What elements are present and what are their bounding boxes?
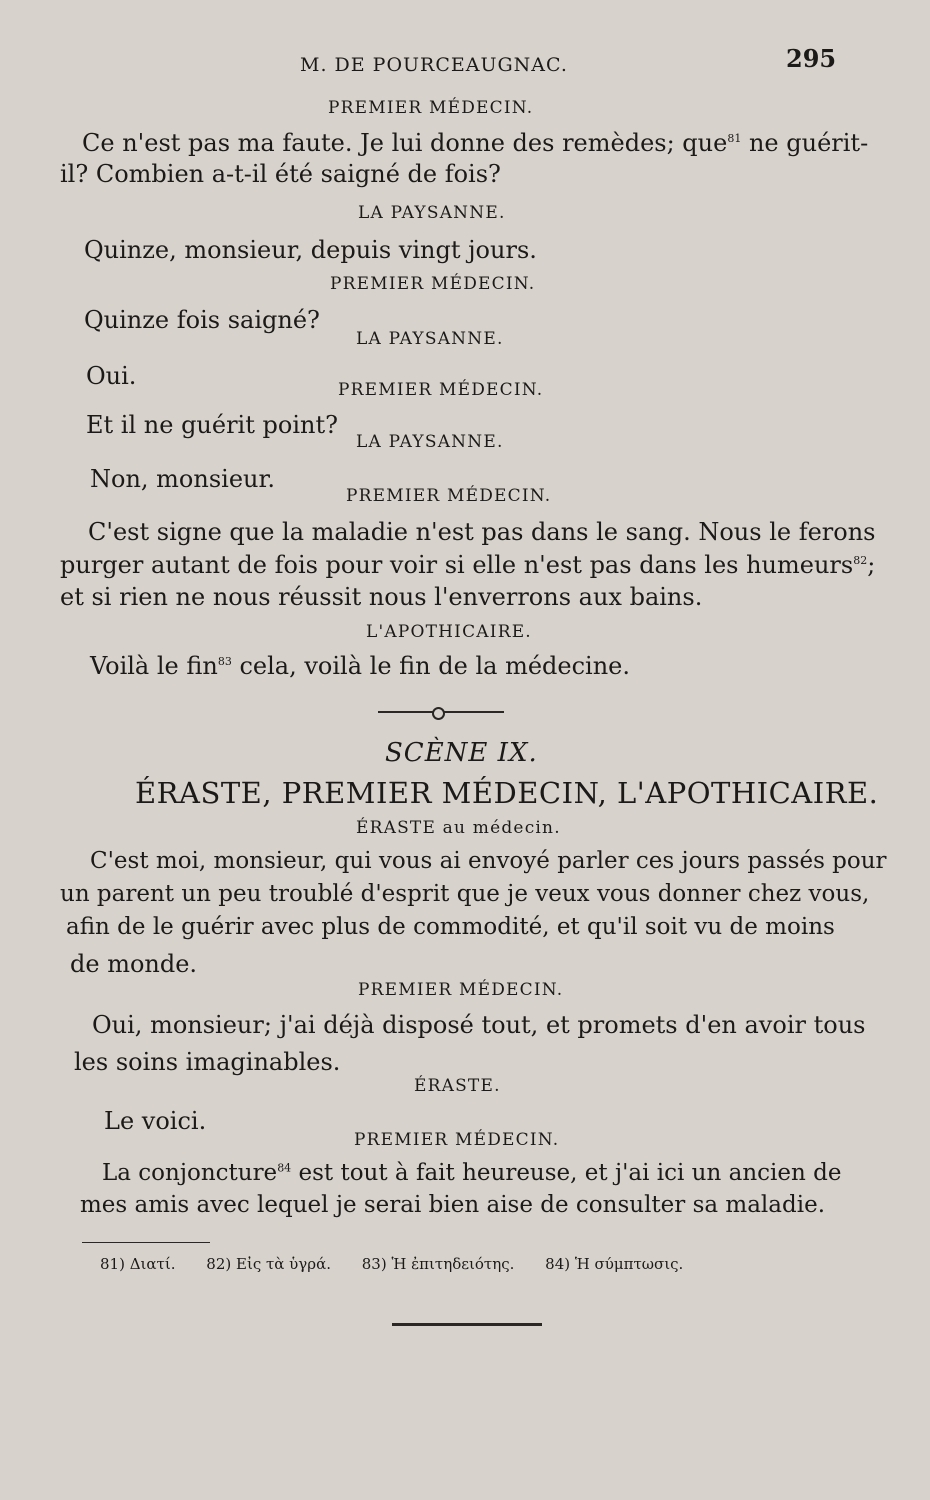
speaker-la-paysanne: LA PAYSANNE. xyxy=(356,432,504,452)
dialogue-line: C'est moi, monsieur, qui vous ai envoyé parler ces jours passés pour xyxy=(90,848,887,874)
dialogue-line: Quinze fois saigné? xyxy=(84,306,320,334)
dialogue-text: Voilà le fin xyxy=(90,652,218,680)
dialogue-line: il? Combien a-t-il été saigné de fois? xyxy=(60,160,501,188)
footnote-ref: 82 xyxy=(853,554,868,567)
scene-cast: ÉRASTE, PREMIER MÉDECIN, L'APOTHICAIRE. xyxy=(135,776,879,810)
footnote-rule xyxy=(82,1242,210,1243)
footnote-ref: 84 xyxy=(277,1161,292,1175)
footnote-81: 81) Διατί. xyxy=(100,1255,176,1273)
footnote-83: 83) Ἡ ἐπιτηδειότης. xyxy=(361,1255,515,1273)
footnotes xyxy=(100,1255,709,1273)
speaker-premier-medecin: PREMIER MÉDECIN. xyxy=(358,980,564,1000)
speaker-la-paysanne: LA PAYSANNE. xyxy=(358,203,506,223)
running-title: M. DE POURCEAUGNAC. xyxy=(300,54,568,76)
speaker-premier-medecin: PREMIER MÉDECIN. xyxy=(338,380,544,400)
dialogue-line: Oui, monsieur; j'ai déjà disposé tout, et promets d'en avoir tous xyxy=(92,1011,866,1039)
speaker-premier-medecin: PREMIER MÉDECIN. xyxy=(330,274,536,294)
footnote-84: 84) Ἡ σύμπτωσις. xyxy=(545,1255,684,1273)
dialogue-text: est tout à fait heureuse, et j'ai ici un ancien de xyxy=(291,1160,842,1186)
dialogue-text: purger autant de fois pour voir si elle n'est pas dans les humeurs xyxy=(60,551,854,579)
dialogue-line: Et il ne guérit point? xyxy=(86,411,338,439)
dialogue-line: Oui. xyxy=(86,362,137,390)
footnote-82: 82) Εἰς τὰ ὑγρά. xyxy=(206,1255,331,1273)
dialogue-line xyxy=(82,129,868,157)
dialogue-text: Ce n'est pas ma faute. Je lui donne des remèdes; que xyxy=(82,129,728,157)
speaker-la-paysanne: LA PAYSANNE. xyxy=(356,329,504,349)
footnote-ref: 81 xyxy=(727,132,742,145)
dialogue-text: ; xyxy=(867,551,876,579)
dialogue-text: ne guérit- xyxy=(741,129,869,157)
speaker-premier-medecin: PREMIER MÉDECIN. xyxy=(346,486,552,506)
scene-title: SCÈNE IX. xyxy=(385,738,538,768)
speaker-eraste-au-medecin: ÉRASTE au médecin. xyxy=(356,818,561,838)
page-number: 295 xyxy=(786,44,837,73)
speaker-apothicaire: L'APOTHICAIRE. xyxy=(366,622,532,642)
dialogue-line: afin de le guérir avec plus de commodité, et qu'il soit vu de moins xyxy=(66,914,835,940)
dialogue-line: de monde. xyxy=(70,950,198,978)
speaker-premier-medecin: PREMIER MÉDECIN. xyxy=(328,98,534,118)
dialogue-line: mes amis avec lequel je serai bien aise de consulter sa maladie. xyxy=(80,1192,826,1218)
dialogue-line xyxy=(60,551,875,579)
speaker-premier-medecin: PREMIER MÉDECIN. xyxy=(354,1130,560,1150)
dialogue-line xyxy=(90,652,630,680)
end-rule xyxy=(392,1323,542,1326)
divider-ornament xyxy=(432,707,445,720)
dialogue-text: La conjoncture xyxy=(102,1160,278,1186)
dialogue-line: les soins imaginables. xyxy=(74,1048,341,1076)
dialogue-text: cela, voilà le fin de la médecine. xyxy=(231,652,630,680)
dialogue-line: Non, monsieur. xyxy=(90,465,275,493)
speaker-eraste: ÉRASTE. xyxy=(414,1076,501,1096)
dialogue-line: un parent un peu troublé d'esprit que je veux vous donner chez vous, xyxy=(60,881,870,907)
dialogue-line: C'est signe que la maladie n'est pas dans le sang. Nous le ferons xyxy=(88,518,876,546)
footnote-ref: 83 xyxy=(217,655,232,668)
dialogue-line: Le voici. xyxy=(104,1107,207,1135)
dialogue-line xyxy=(102,1160,841,1186)
dialogue-line: et si rien ne nous réussit nous l'enverrons aux bains. xyxy=(60,583,703,611)
dialogue-line: Quinze, monsieur, depuis vingt jours. xyxy=(84,236,537,264)
